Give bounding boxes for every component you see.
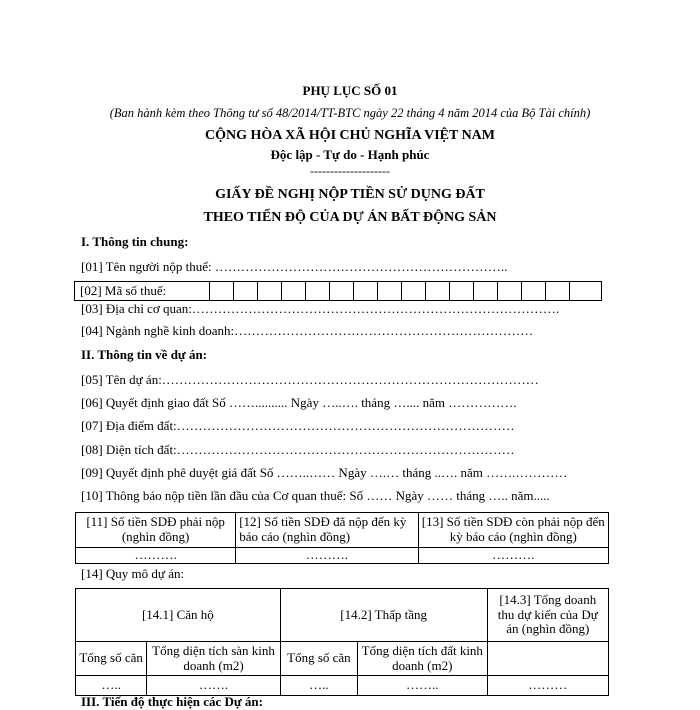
form-title-line2: THEO TIẾN ĐỘ CỦA DỰ ÁN BẤT ĐỘNG SẢN [203,210,497,225]
tax-code-digit-box[interactable] [233,282,234,300]
header-apartments: [14.1] Căn hộ [76,589,281,642]
payment-summary-table [75,512,609,564]
section2-heading: II. Thông tin về dự án: [81,347,208,362]
land-allocation-decision-field[interactable]: [06] Quyết định giao đất Số …….......... Ngày …..…. tháng ….... năm ……………. [81,395,517,410]
value-apartment-count[interactable]: ….. [76,676,147,696]
tax-code-digit-box[interactable] [281,282,282,300]
land-location-field[interactable]: [07] Địa điểm đất:…………………………………………………………………… [81,418,515,433]
tax-code-digit-box[interactable] [377,282,378,300]
tax-code-digit-box[interactable] [545,282,546,300]
value-amount-remaining[interactable]: ………. [418,548,608,564]
subheader-lowrise-count: Tổng số căn [280,642,357,676]
issued-by-note: (Ban hành kèm theo Thông tư số 48/2014/TT-BTC ngày 22 tháng 4 năm 2014 của Bộ Tài chính) [109,106,591,120]
tax-code-digit-box[interactable] [209,282,210,300]
header-low-rise: [14.2] Thấp tầng [280,589,487,642]
value-amount-paid[interactable]: ………. [236,548,418,564]
tax-code-digit-box[interactable] [521,282,522,300]
header-amount-paid: [12] Số tiền SDĐ đã nộp đến kỳ báo cáo (nghìn đồng) [236,513,418,548]
value-land-area[interactable]: …….. [358,676,487,696]
value-floor-area[interactable]: ……. [147,676,281,696]
section3-heading: III. Tiến độ thực hiện các Dự án: [81,694,263,709]
header-expected-revenue: [14.3] Tổng doanh thu dự kiến của Dự án (nghìn đồng) [487,589,608,642]
tax-code-field[interactable] [74,281,602,301]
tax-code-digit-box[interactable] [497,282,498,300]
project-name-field[interactable]: [05] Tên dự án:…………………………………………………………………………… [81,372,539,387]
tax-code-digit-box[interactable] [329,282,330,300]
value-expected-revenue[interactable]: ……… [487,676,608,696]
project-scale-table [75,588,609,696]
project-scale-label: [14] Quy mô dự án: [81,566,185,581]
header-amount-remaining: [13] Số tiền SDĐ còn phải nộp đến kỳ báo cáo (nghìn đồng) [418,513,608,548]
tax-code-digit-box[interactable] [425,282,426,300]
value-lowrise-count[interactable]: ….. [280,676,357,696]
office-address-field[interactable]: [03] Địa chỉ cơ quan:…………………………………………………………………………. [81,301,560,316]
country-name: CỘNG HÒA XÃ HỘI CHỦ NGHĨA VIỆT NAM [204,128,495,143]
subheader-land-area: Tổng diện tích đất kinh doanh (m2) [358,642,487,676]
tax-code-digit-box[interactable] [257,282,258,300]
first-payment-notice-field[interactable]: [10] Thông báo nộp tiền lần đầu của Cơ quan thuế: Số …… Ngày …… tháng ….. năm..... [81,488,550,503]
tax-code-digit-box[interactable] [569,282,570,300]
tax-code-digit-box[interactable] [305,282,306,300]
tax-code-digit-box[interactable] [449,282,450,300]
land-price-decision-field[interactable]: [09] Quyết định phê duyệt giá đất Số ……..…… Ngày ….… tháng ..…. năm …….………… [81,465,568,480]
subheader-revenue-empty [487,642,608,676]
header-amount-payable: [11] Số tiền SDĐ phải nộp (nghìn đồng) [76,513,236,548]
subheader-floor-area: Tổng diện tích sàn kinh doanh (m2) [147,642,281,676]
tax-code-digit-box[interactable] [353,282,354,300]
subheader-apartment-count: Tổng số căn [76,642,147,676]
form-title-line1: GIẤY ĐỀ NGHỊ NỘP TIỀN SỬ DỤNG ĐẤT [215,187,485,202]
tax-code-digit-box[interactable] [401,282,402,300]
motto: Độc lập - Tự do - Hạnh phúc [270,147,430,162]
section1-heading: I. Thông tin chung: [81,234,189,249]
tax-code-digit-box[interactable] [473,282,474,300]
land-area-field[interactable]: [08] Diện tích đất:…………………………………………………………………… [81,442,515,457]
value-amount-payable[interactable]: ………. [76,548,236,564]
separator-line: -------------------- [310,164,390,178]
business-line-field[interactable]: [04] Ngành nghề kinh doanh:…………………………………………………………… [81,323,534,338]
taxpayer-name-field[interactable]: [01] Tên người nộp thuế: ………………………………………………………….. [81,259,508,274]
tax-code-label: [02] Mã số thuế: [80,283,167,298]
appendix-title: PHỤ LỤC SỐ 01 [302,83,398,98]
